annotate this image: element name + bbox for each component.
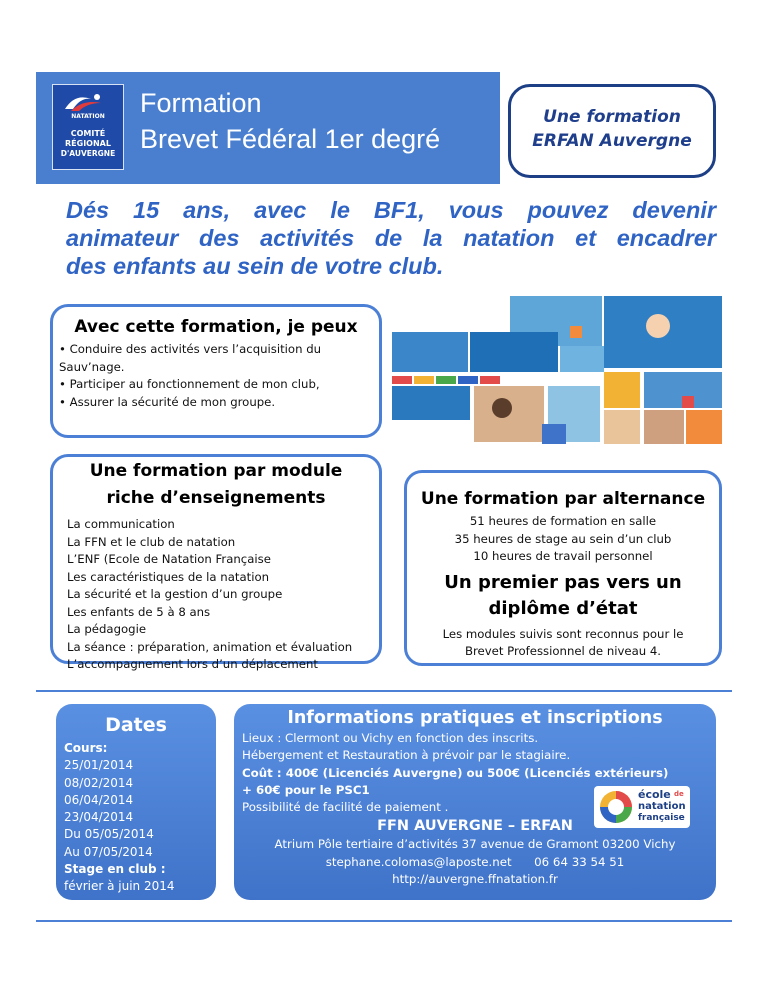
logo-word-auvergne: D'AUVERGNE	[60, 149, 116, 158]
diplome-title-line2: diplôme d’état	[488, 597, 638, 619]
list-item: L’accompagnement lors d’un déplacement	[67, 657, 318, 671]
enf-swirl-icon	[598, 789, 634, 825]
divider	[36, 920, 732, 922]
org-name: FFN AUVERGNE – ERFAN	[377, 818, 573, 835]
dates-title: Dates	[105, 714, 167, 736]
date-line: février à juin 2014	[64, 879, 175, 894]
diplome-note-line2: Brevet Professionnel de niveau 4.	[464, 644, 662, 658]
list-item: La FFN et le club de natation	[67, 534, 236, 549]
diplome-title-line1: Un premier pas vers un	[444, 571, 682, 593]
info-title: Informations pratiques et inscriptions	[287, 708, 663, 728]
date-line: 06/04/2014	[64, 792, 134, 807]
alternance-line: 51 heures de formation en salle	[469, 514, 657, 528]
list-item: Sauv’nage.	[59, 359, 125, 374]
enf-word-natation: natation	[638, 801, 686, 812]
date-line: Du 05/05/2014	[64, 827, 154, 842]
alternance-line: 35 heures de stage au sein d’un club	[454, 531, 672, 546]
abilities-title: Avec cette formation, je peux	[74, 317, 358, 337]
headline-line1: Dés 15 ans, avec le BF1, vous pouvez devenir	[66, 197, 716, 223]
erfan-badge-line2: ERFAN Auvergne	[532, 131, 692, 151]
list-item: Les caractéristiques de la natation	[67, 569, 269, 584]
list-item: • Participer au fonctionnement de mon club,	[59, 377, 320, 391]
list-item: La séance : préparation, animation et évaluation	[67, 639, 353, 654]
list-item: La pédagogie	[67, 622, 147, 636]
swimmer-logo-icon	[61, 91, 117, 113]
enf-word-ecole: école	[638, 788, 671, 801]
date-line: Stage en club :	[64, 862, 166, 877]
date-line: 25/01/2014	[64, 758, 134, 773]
headline-line2: animateur des activités de la natation et encadrer	[66, 225, 716, 251]
ecole-natation-francaise-logo	[594, 786, 690, 828]
erfan-badge-line1: Une formation	[543, 107, 681, 127]
logo-word-natation: NATATION	[71, 113, 105, 120]
address: Atrium Pôle tertiaire d’activités 37 avenue de Gramont 03200 Vichy	[274, 837, 676, 852]
list-item: • Assurer la sécurité de mon groupe.	[59, 394, 276, 409]
swimming-photo-collage	[392, 296, 724, 446]
divider	[36, 690, 732, 692]
comite-regional-logo	[52, 84, 124, 170]
list-item: Les enfants de 5 à 8 ans	[67, 604, 211, 619]
list-item: • Conduire des activités vers l’acquisition du	[59, 342, 322, 356]
date-line: Cours:	[64, 741, 108, 755]
diplome-note-line1: Les modules suivis sont reconnus pour le	[442, 626, 684, 641]
alternance-line: 10 heures de travail personnel	[473, 549, 653, 563]
modules-title-line2: riche d’enseignements	[106, 488, 326, 508]
list-item: La communication	[67, 517, 175, 531]
contact[interactable]: stephane.colomas@laposte.net 06 64 33 54 51	[325, 854, 625, 869]
info-line: + 60€ pour le PSC1	[242, 782, 370, 797]
title-brevet: Brevet Fédéral 1er degré	[140, 124, 441, 154]
info-line: Possibilité de facilité de paiement .	[242, 800, 449, 815]
date-line: Au 07/05/2014	[64, 844, 153, 859]
list-item: La sécurité et la gestion d’un groupe	[67, 587, 283, 601]
list-item: L’ENF (Ecole de Natation Française	[67, 552, 271, 566]
logo-word-regional: RÉGIONAL	[65, 139, 111, 148]
info-line: Hébergement et Restauration à prévoir par le stagiaire.	[242, 748, 571, 763]
logo-word-comite: COMITÉ	[70, 129, 106, 138]
modules-title-line1: Une formation par module	[89, 461, 343, 481]
info-line: Coût : 400€ (Licenciés Auvergne) ou 500€ (Licenciés extérieurs)	[242, 765, 669, 780]
headline	[66, 196, 716, 280]
abilities-box	[50, 304, 382, 438]
enf-word-de: de	[674, 790, 684, 798]
headline-line3: des enfants au sein de votre club.	[66, 253, 444, 279]
website-link[interactable]: http://auvergne.ffnatation.fr	[392, 872, 558, 887]
alternance-title: Une formation par alternance	[420, 489, 706, 509]
modules-box	[50, 454, 382, 671]
date-line: 08/02/2014	[64, 775, 134, 790]
alternance-box	[404, 470, 722, 666]
erfan-badge	[508, 84, 716, 178]
title-formation: Formation	[140, 88, 262, 118]
info-line: Lieux : Clermont ou Vichy en fonction des inscrits.	[242, 731, 539, 745]
date-line: 23/04/2014	[64, 810, 134, 825]
dates-box	[56, 704, 216, 900]
enf-word-francaise: française	[638, 813, 685, 823]
